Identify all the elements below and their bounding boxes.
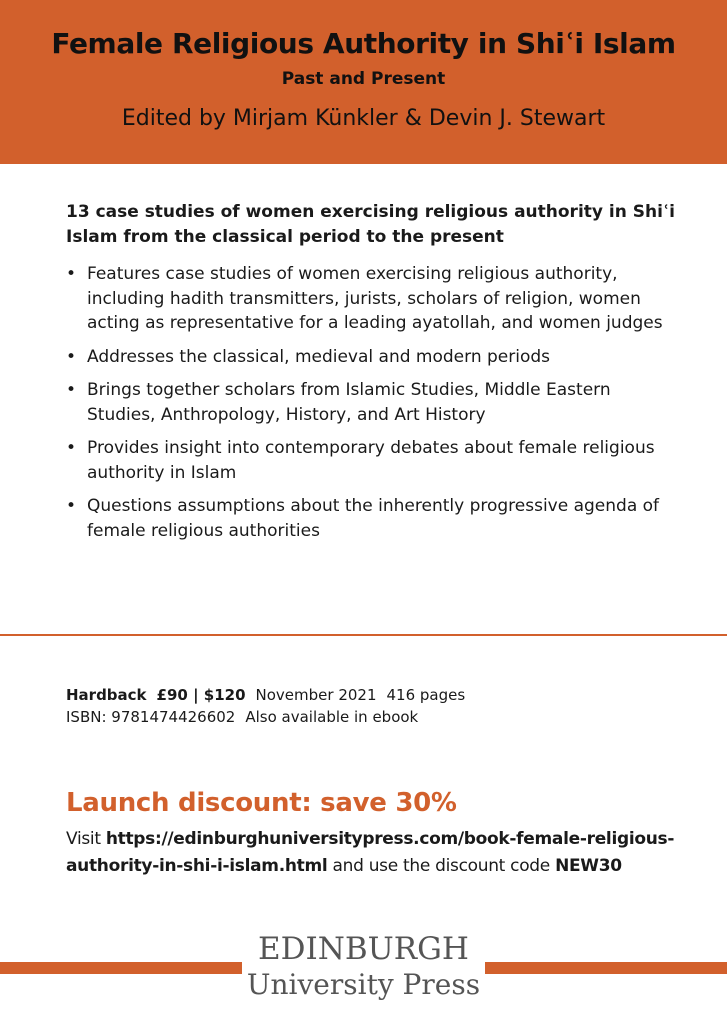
logo-line-1: EDINBURGH — [258, 931, 469, 967]
format-label: Hardback — [66, 686, 147, 704]
section-divider — [0, 634, 727, 636]
book-subtitle: Past and Present — [281, 69, 446, 89]
visit-prefix: Visit — [66, 829, 106, 849]
page-count: 416 pages — [386, 686, 466, 704]
intro-text: 13 case studies of women exercising religious authority in Shiʿi Islam from the classical period to the present — [66, 202, 675, 247]
publisher-logo — [242, 930, 485, 1002]
bullet-marker: • — [66, 380, 77, 400]
footer-bar-left — [0, 962, 242, 974]
list-item — [66, 345, 676, 370]
details-line-1 — [66, 684, 686, 706]
book-editors: Edited by Mirjam Künkler & Devin J. Stewart — [121, 106, 606, 131]
visit-middle: and use the discount code — [327, 856, 556, 876]
publication-date: November 2021 — [255, 686, 377, 704]
ebook-note: Also available in ebook — [245, 708, 419, 726]
book-url-link[interactable]: https://edinburghuniversitypress.com/book-female-religious-authority-in-shi-i-islam.html — [66, 829, 675, 876]
list-item — [66, 262, 676, 336]
list-item-text: Provides insight into contemporary debates about female religious authority in Islam — [87, 438, 655, 483]
list-item-text: Features case studies of women exercising religious authority, including hadith transmitters, jurists, scholars of religion, women acting as representative for a leading ayatollah, and women judges — [87, 264, 663, 333]
logo-line-2: University Press — [246, 968, 481, 1001]
book-title: Female Religious Authority in Shiʿi Islam — [51, 27, 676, 60]
footer-bar-right — [485, 962, 727, 974]
discount-instructions — [66, 826, 711, 880]
isbn-label: ISBN: 9781474426602 — [66, 708, 236, 726]
list-item — [66, 378, 676, 427]
details-line-2 — [66, 706, 686, 728]
list-item — [66, 436, 676, 485]
launch-discount-heading: Launch discount: save 30% — [66, 788, 457, 818]
price-label: £90 | $120 — [156, 686, 246, 704]
list-item-text: Brings together scholars from Islamic Studies, Middle Eastern Studies, Anthropology, History, and Art History — [87, 380, 611, 425]
header-banner — [0, 0, 727, 164]
discount-code: NEW30 — [555, 856, 622, 876]
bullet-marker: • — [66, 346, 77, 367]
list-item — [66, 494, 676, 543]
list-item-text: Questions assumptions about the inherently progressive agenda of female religious authorities — [87, 496, 660, 541]
list-item-text: Addresses the classical, medieval and modern periods — [87, 346, 551, 367]
book-details — [66, 684, 686, 728]
feature-list — [66, 262, 676, 552]
bullet-marker: • — [66, 264, 77, 284]
bullet-marker: • — [66, 496, 77, 516]
bullet-marker: • — [66, 438, 77, 458]
